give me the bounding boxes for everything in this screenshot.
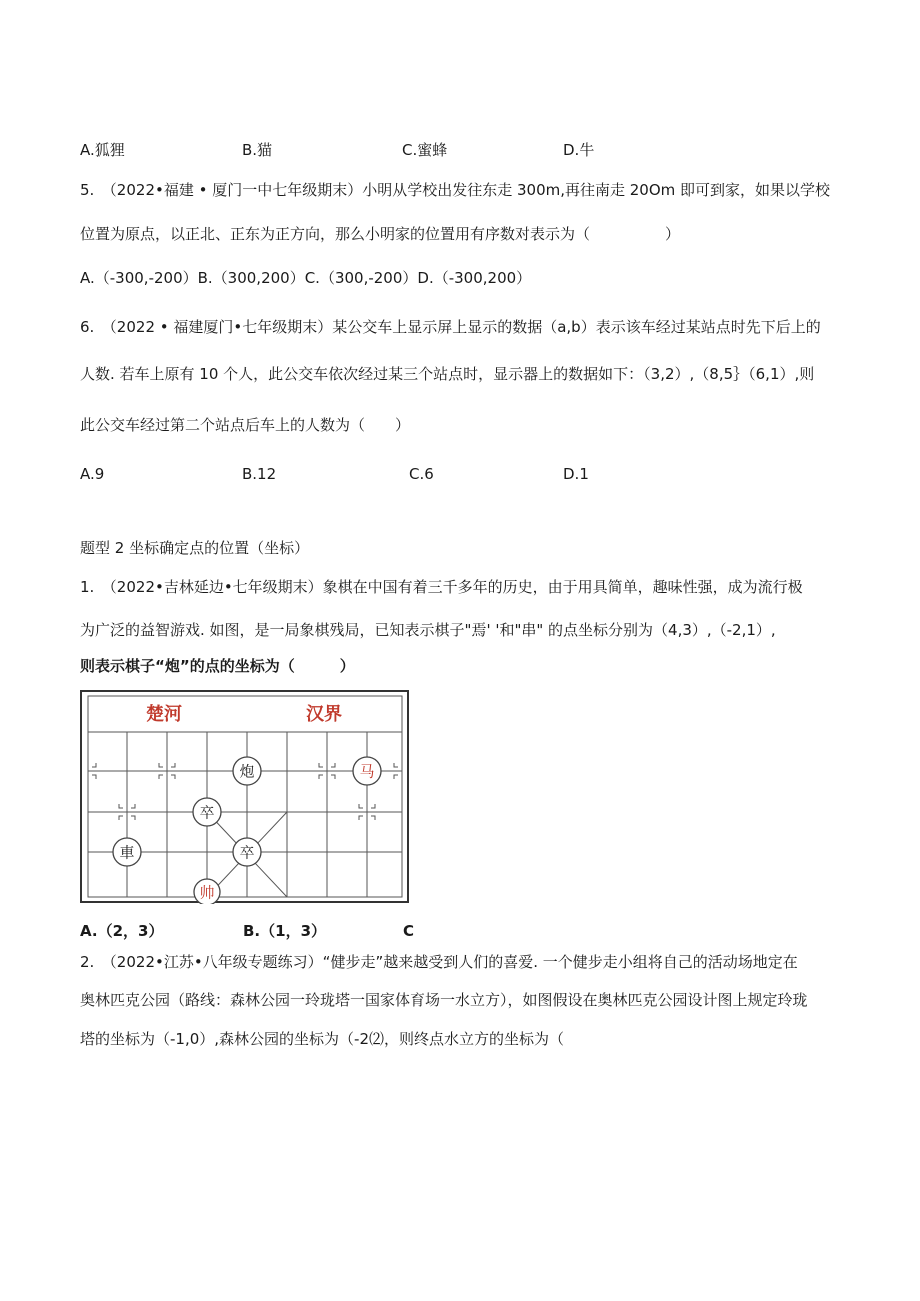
- q5-text-line1: 5. （2022•福建 • 厦门一中七年级期末）小明从学校出发往东走 300m,再往南走 20Om 即可到家，如果以学校: [80, 181, 831, 199]
- piece-ju: [113, 838, 141, 866]
- piece-ma: [353, 757, 381, 785]
- s2q1-option-a: A.（2，3）: [80, 922, 164, 940]
- chess-board-figure: [80, 690, 410, 904]
- piece-ma-label: 马: [359, 762, 375, 781]
- s2q1-option-c: C: [403, 922, 415, 940]
- s2q1-text-line2: 为广泛的益智游戏. 如图，是一局象棋残局，已知表示棋子"焉' '和"串" 的点坐标分别为（4,3）,（-2,1）,: [80, 621, 776, 639]
- board-inner-border: [88, 696, 402, 897]
- q6-option-d: D.1: [563, 465, 589, 483]
- q4-option-b: B.猫: [242, 141, 273, 159]
- q5-text-line2: 位置为原点，以正北、正东为正方向，那么小明家的位置用有序数对表示为（ ）: [80, 225, 681, 243]
- chess-board-svg: [80, 690, 410, 904]
- river-left-text: 楚河: [146, 704, 182, 725]
- piece-ju-label: 車: [119, 843, 135, 862]
- q5-options: A.（-300,-200）B.（300,200）C.（300,-200）D.（-300,200）: [80, 269, 532, 287]
- s2q1-text-line3: 则表示棋子“炮”的点的坐标为（ ）: [80, 657, 355, 675]
- q6-option-c: C.6: [409, 465, 434, 483]
- s2q2-text-line1: 2. （2022•江苏•八年级专题练习）“健步走”越来越受到人们的喜爱. 一个健步走小组将自己的活动场地定在: [80, 953, 798, 971]
- q6-option-b: B.12: [242, 465, 277, 483]
- s2q1-text-line1: 1. （2022•吉林延边•七年级期末）象棋在中国有着三千多年的历史，由于用具简单，趣味性强，成为流行极: [80, 578, 803, 596]
- piece-zu-2: [233, 838, 261, 866]
- q6-option-a: A.9: [80, 465, 105, 483]
- q4-option-c: C.蜜蜂: [402, 141, 448, 159]
- s2q2-text-line3: 塔的坐标为（-1,0）,森林公园的坐标为（-2⑵，则终点水立方的坐标为（: [80, 1030, 564, 1048]
- river-right-text: 汉界: [306, 704, 342, 725]
- q4-option-d: D.牛: [563, 141, 595, 159]
- piece-zu-2-label: 卒: [239, 843, 255, 862]
- piece-zu-1: [193, 798, 221, 826]
- section-title: 题型 2 坐标确定点的位置（坐标）: [80, 539, 310, 557]
- piece-shuai-label: 帅: [199, 883, 215, 902]
- q4-option-a: A.狐狸: [80, 141, 125, 159]
- s2q1-option-b: B.（1，3）: [243, 922, 327, 940]
- q6-text-line2: 人数. 若车上原有 10 个人，此公交车依次经过某三个站点时，显示器上的数据如下：（3,2）,（8,5｝（6,1）,则: [80, 365, 815, 383]
- piece-pao: [233, 757, 261, 785]
- piece-shuai: [194, 879, 220, 904]
- s2q2-text-line2: 奥林匹克公园（路线：森林公园一玲珑塔一国家体育场一水立方），如图假设在奥林匹克公园设计图上规定玲珑: [80, 991, 808, 1009]
- board-outer-border: [81, 691, 408, 902]
- q6-text-line3: 此公交车经过第二个站点后车上的人数为（ ）: [80, 416, 411, 434]
- q6-text-line1: 6. （2022 • 福建厦门•七年级期末）某公交车上显示屏上显示的数据（a,b）表示该车经过某站点时先下后上的: [80, 318, 821, 336]
- piece-zu-1-label: 卒: [199, 803, 215, 822]
- piece-pao-label: 炮: [239, 762, 255, 781]
